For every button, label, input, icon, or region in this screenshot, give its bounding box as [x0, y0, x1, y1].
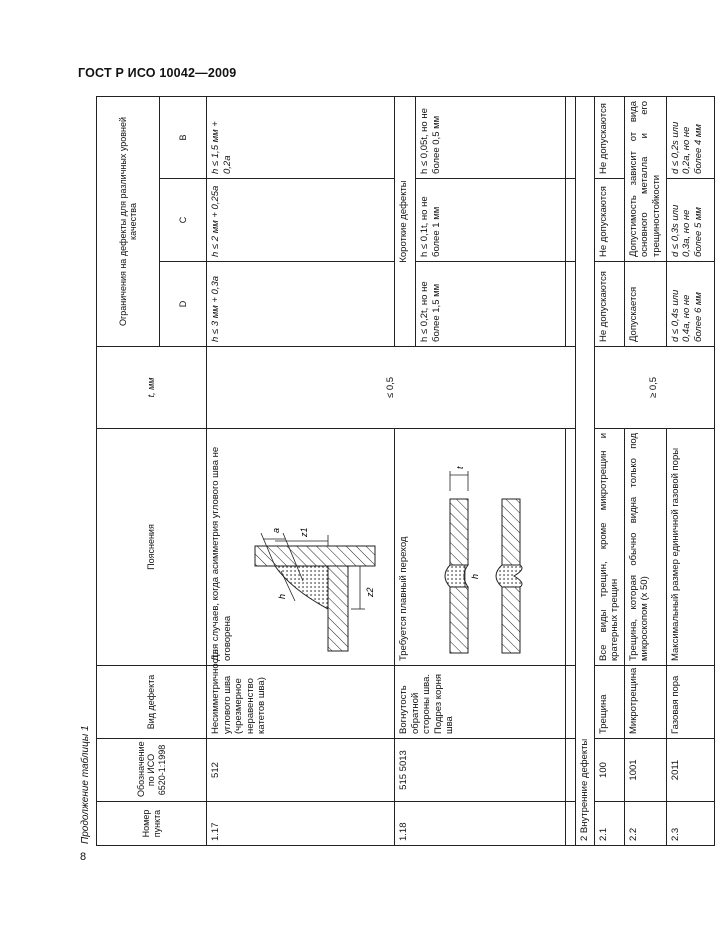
cell-explanation: Все виды трещин, кроме микротрещин и кратерных трещин [594, 429, 624, 666]
row-1-18-a [395, 96, 416, 845]
cell-num: 1.18 [395, 802, 566, 846]
col-explanation-header: Пояснения [97, 429, 207, 666]
short-defects-header: Короткие дефекты [395, 96, 416, 346]
vertical-plate [255, 546, 375, 566]
cell-t-group-2: ≥ 0,5 [594, 347, 714, 429]
cell-defect: Газовая пора [666, 666, 714, 739]
cell-defect: Вогнутость обратной стороны шва. Подрез корня шва [395, 666, 566, 739]
label-h: h [469, 573, 480, 579]
label-h: h [277, 593, 288, 599]
col-limits-header: Ограничения на дефекты для различных уровней качества [97, 96, 160, 346]
cell-code: 100 [594, 739, 624, 802]
standard-header: ГОСТ Р ИСО 10042—2009 [78, 66, 237, 80]
header-row-1 [97, 96, 160, 845]
cell-defect: Несимметричность углового шва (чрезмерное неравенство катетов шва) [207, 666, 395, 739]
cell-D: Не допускаются [594, 262, 624, 347]
cell-explanation [395, 429, 566, 666]
cell-D: h ≤ 3 мм + 0,3a [207, 262, 395, 347]
cell-D: d ≤ 0,4s или 0,4a, но не более 6 мм [666, 262, 714, 347]
cell-defect: Трещина [594, 666, 624, 739]
root-concavity-figure [410, 436, 540, 661]
explanation-text: Требуется плавный переход [398, 536, 409, 661]
col-t-header: t, мм [97, 347, 207, 429]
label-z1: z1 [299, 527, 310, 537]
cell-t-group-1: ≤ 0,5 [207, 347, 576, 429]
cell-code: 512 [207, 739, 395, 802]
cell-C: Не допускаются [594, 179, 624, 262]
row-2-2 [624, 96, 666, 845]
label-z2: z2 [365, 587, 376, 597]
col-D-header: D [160, 262, 207, 347]
cell-explanation: Максимальный размер единичной газовой поры [666, 429, 714, 666]
rotated-page-content [80, 97, 704, 846]
defects-table [96, 96, 715, 846]
row-2-3 [666, 96, 714, 845]
page-number: 8 [80, 851, 87, 863]
row-1-17 [207, 96, 395, 845]
cell-code: 2011 [666, 739, 714, 802]
cell-num: 2.1 [594, 802, 624, 846]
cell-explanation [207, 429, 395, 666]
row-2-1 [594, 96, 624, 845]
col-B-header: B [160, 96, 207, 178]
col-defect-header: Вид дефекта [97, 666, 207, 739]
table-continuation-label: Продолжение таблицы 1 [80, 725, 91, 844]
col-code-header: Обозначение по ИСО 6520-1:1998 [97, 739, 207, 802]
cell-C-B: Допустимость зависит от вида основного металла и его трещиностойкости [624, 96, 666, 261]
col-num-header: Номер пункта [97, 802, 207, 846]
col-C-header: C [160, 179, 207, 262]
spacer-row [566, 96, 576, 845]
cell-B: Не допускаются [594, 96, 624, 178]
cell-C: d ≤ 0,3s или 0,3a, но не более 5 мм [666, 179, 714, 262]
label-a: a [271, 527, 282, 533]
cell-B: d ≤ 0,2s или 0,2a, но не более 4 мм [666, 96, 714, 178]
cell-B: h ≤ 0,05t, но не более 0,5 мм [416, 96, 566, 178]
cell-num: 2.3 [666, 802, 714, 846]
horizontal-plate [328, 566, 348, 651]
cell-D: Допускается [624, 262, 666, 347]
cell-num: 1.17 [207, 802, 395, 846]
rotated-table-area [80, 97, 704, 846]
svg-text:t: t [454, 466, 465, 469]
cell-num: 2.2 [624, 802, 666, 846]
section-2-header [576, 96, 595, 845]
cell-C: h ≤ 2 мм + 0,25a [207, 179, 395, 262]
cell-code: 1001 [624, 739, 666, 802]
cell-D: h ≤ 0,2t, но не более 1,5 мм [416, 262, 566, 347]
fillet-weld-asymmetry-figure [233, 436, 378, 661]
cell-B: h ≤ 1,5 мм + 0,2a [207, 96, 395, 178]
cell-C: h ≤ 0,1t, но не более 1 мм [416, 179, 566, 262]
cell-explanation: Трещина, которая обычно видна только под микроскопом (х 50) [624, 429, 666, 666]
section-title: 2 Внутренние дефекты [576, 96, 595, 845]
weld-bead [275, 566, 328, 609]
cell-defect: Микротрещина [624, 666, 666, 739]
cell-code: 515 5013 [395, 739, 566, 802]
explanation-text: Для случаев, когда асимметрия углового шва не оговорена [210, 446, 233, 661]
